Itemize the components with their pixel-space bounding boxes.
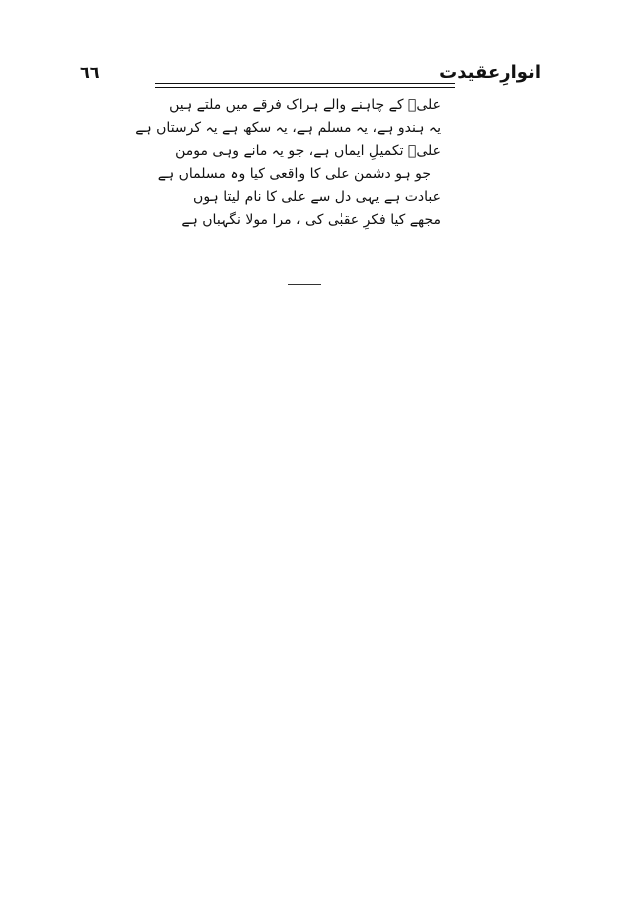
section-separator — [288, 284, 321, 285]
header-rule-top — [155, 83, 455, 84]
verse-line: جو ہو دشمن علی کا واقعی کیا وہ مسلماں ہے — [157, 166, 431, 182]
verse-line: یہ ہندو ہے، یہ مسلم ہے، یہ سکھ ہے یہ کرستاں ہے — [135, 120, 441, 136]
book-title: انوارِعقیدت — [439, 62, 541, 83]
verse-line: مجھے کیا فکرِ عقبٰی کی ، مرا مولا نگہباں ہے — [181, 212, 441, 228]
poem-body — [111, 94, 441, 232]
page-number: ٦٦ — [80, 63, 100, 82]
header-rule-bottom — [155, 87, 455, 88]
verse-line: علیؑ تکمیلِ ایماں ہے، جو یہ مانے وہی مومن — [175, 143, 441, 159]
verse-line: علیؑ کے چاہنے والے ہراک فرقے میں ملتے ہیں — [169, 97, 441, 113]
verse-line: عبادت ہے یہی دل سے علی کا نام لیتا ہوں — [193, 189, 441, 205]
